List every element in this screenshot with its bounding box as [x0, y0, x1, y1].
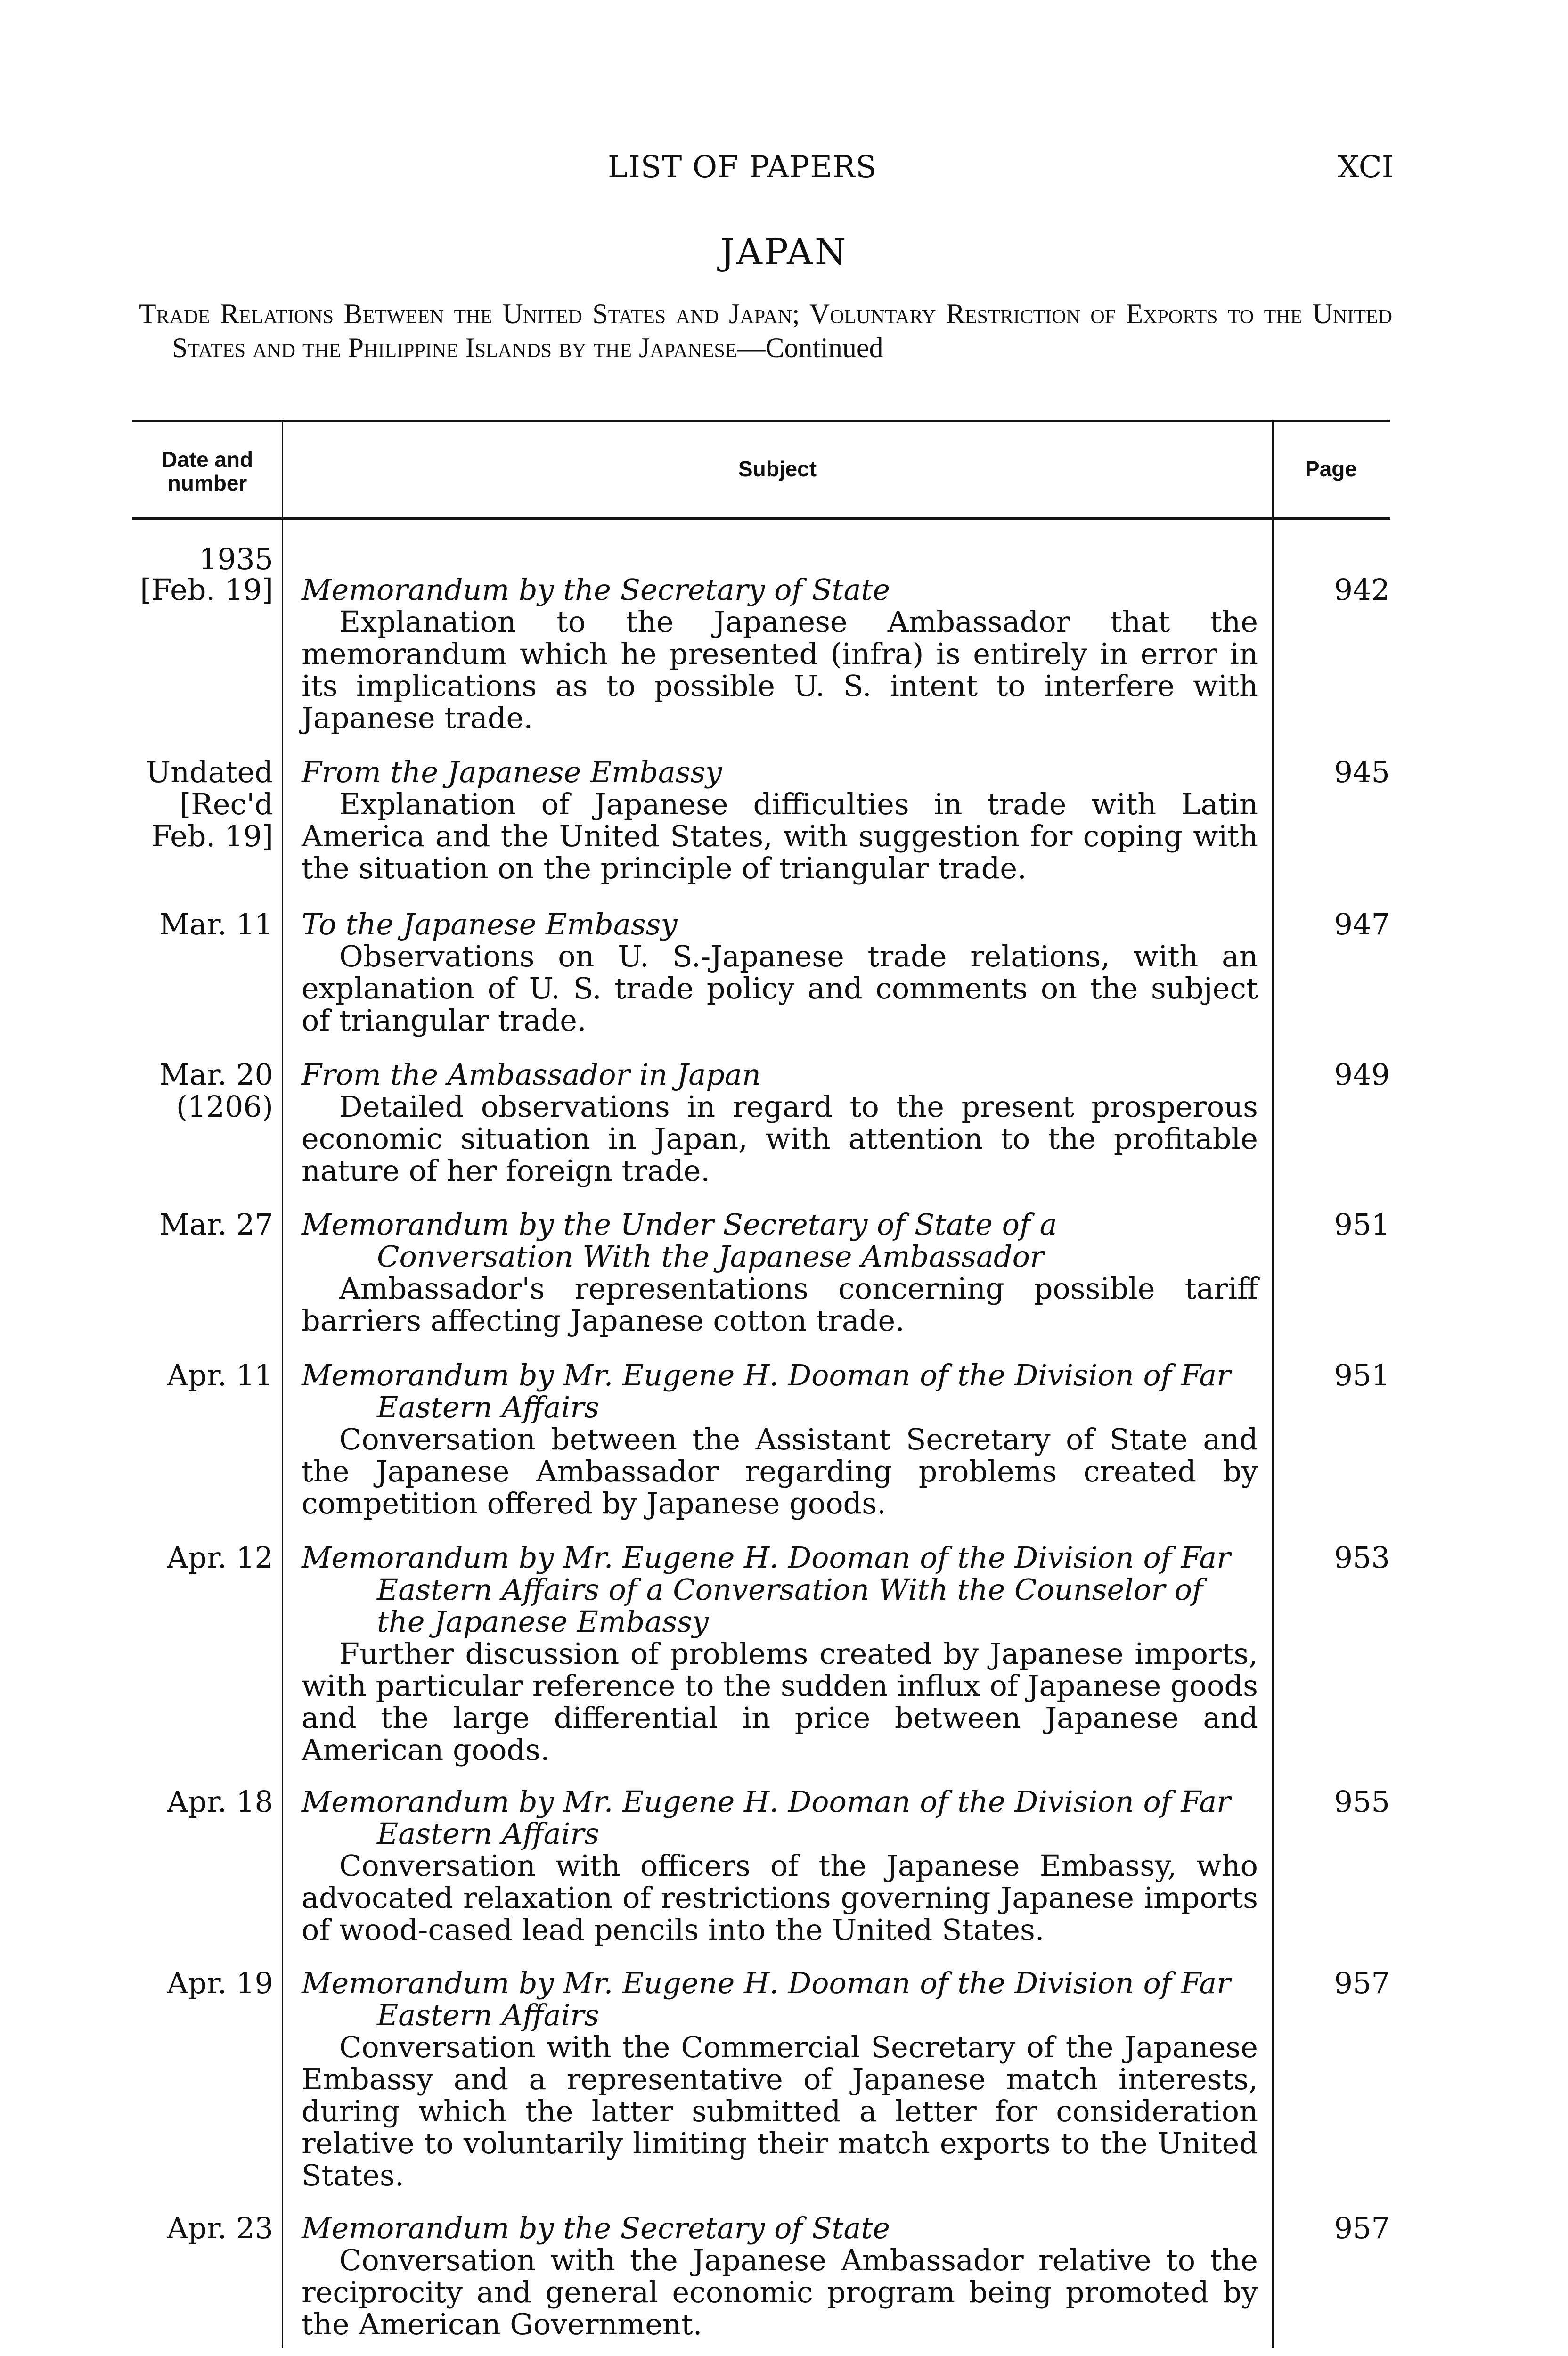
country-heading: JAPAN: [720, 231, 848, 273]
entry-summary: Conversation between the Assistant Secretary of State and the Japanese Ambassador regarding problems created by competition offered by Japanese goods.: [302, 1422, 1258, 1521]
entry-subject: [302, 908, 1258, 1037]
column-header-subject: Subject: [738, 457, 817, 481]
entry-page: 957: [1334, 1966, 1390, 2000]
entry-subject: [302, 1967, 1258, 2192]
entry-title: Memorandum by Mr. Eugene H. Dooman of the Division of Far Eastern Affairs of a Conversation With the Counselor of the Japanese Embassy: [302, 1540, 1231, 1639]
entry-summary: Conversation with the Commercial Secretary of the Japanese Embassy and a representative of Japanese match interests, during which the latter submitted a letter for consideration relative to voluntarily limiting their match exports to the United States.: [302, 2030, 1258, 2192]
table-top-rule: [132, 420, 1390, 422]
entry-title: Memorandum by Mr. Eugene H. Dooman of the Division of Far Eastern Affairs: [302, 1358, 1231, 1424]
entry-date: Apr. 19: [167, 1966, 273, 2000]
entry-title: To the Japanese Embassy: [302, 907, 678, 941]
entry-date: Apr. 18: [167, 1784, 273, 1819]
entry-title: Memorandum by Mr. Eugene H. Dooman of the Division of Far Eastern Affairs: [302, 1966, 1231, 2032]
column-header-date: Date and number: [161, 447, 253, 495]
entry-date: Mar. 27: [159, 1207, 273, 1242]
entry-summary: Detailed observations in regard to the present prosperous economic situation in Japan, with attention to the profitable nature of her foreign trade.: [302, 1089, 1258, 1188]
entry-title: From the Ambassador in Japan: [302, 1057, 761, 1092]
entry-title: Memorandum by Mr. Eugene H. Dooman of the Division of Far Eastern Affairs: [302, 1784, 1231, 1851]
entry-page: 953: [1334, 1540, 1390, 1575]
entry-date: Apr. 11: [167, 1358, 273, 1392]
entry-page: 957: [1334, 2211, 1390, 2245]
entry-summary: Ambassador's representations concerning possible tariff barriers affecting Japanese cotton trade.: [302, 1271, 1258, 1338]
entry-date: Undated [Rec'd Feb. 19]: [146, 755, 273, 853]
entry-page: 951: [1334, 1358, 1390, 1392]
entry-subject: [302, 1209, 1258, 1337]
entry-page: 951: [1334, 1207, 1390, 1242]
table-header-rule: [132, 517, 1390, 520]
section-heading: [139, 297, 1392, 365]
entry-page: 942: [1334, 573, 1390, 607]
entry-title: Memorandum by the Under Secretary of State of a Conversation With the Japanese Ambassador: [302, 1207, 1057, 1274]
entry-summary: Conversation with the Japanese Ambassador relative to the reciprocity and general economic program being promoted by the American Government.: [302, 2243, 1258, 2341]
page-folio: XCI: [1338, 150, 1394, 185]
section-heading-first-word: Trade: [139, 298, 210, 329]
entry-page: 945: [1334, 755, 1390, 789]
entry-subject: [302, 1359, 1258, 1520]
entry-title: Memorandum by the Secretary of State: [302, 2211, 890, 2245]
entry-title: Memorandum by the Secretary of State: [302, 573, 890, 607]
running-head: [0, 150, 1568, 192]
entry-subject: [302, 1059, 1258, 1187]
entry-date: Mar. 20 (1206): [159, 1057, 273, 1124]
entry-date: Apr. 23: [167, 2211, 273, 2245]
entry-summary: Explanation of Japanese difficulties in trade with Latin America and the United States, with suggestion for coping with the situation on the principle of triangular trade.: [302, 787, 1258, 885]
column-header-page: Page: [1305, 457, 1357, 481]
entry-subject: [302, 1786, 1258, 1946]
year-label: 1935: [199, 542, 273, 576]
entry-date: [Feb. 19]: [140, 573, 273, 607]
section-heading-text: Relations Between the United States and Japan; Voluntary Restriction of Exports to the United States and the Philippine Islands by the Japanese: [172, 298, 1393, 363]
entry-page: 947: [1334, 907, 1390, 941]
entry-subject: [302, 574, 1258, 734]
entry-subject: [302, 1542, 1258, 1766]
entry-page: 955: [1334, 1784, 1390, 1819]
entry-date: Mar. 11: [159, 907, 273, 941]
running-title: LIST OF PAPERS: [608, 150, 877, 185]
entry-subject: [302, 2212, 1258, 2340]
entry-page: 949: [1334, 1057, 1390, 1092]
column-divider-left: [282, 420, 283, 2348]
section-heading-suffix: —Continued: [737, 332, 883, 363]
entry-date: Apr. 12: [167, 1540, 273, 1575]
entry-summary: Conversation with officers of the Japanese Embassy, who advocated relaxation of restrictions governing Japanese imports of wood-cased lead pencils into the United States.: [302, 1849, 1258, 1947]
entry-summary: Explanation to the Japanese Ambassador that the memorandum which he presented (infra) is entirely in error in its implications as to possible U. S. intent to interfere with Japanese trade.: [302, 605, 1258, 735]
column-divider-right: [1272, 420, 1274, 2348]
entry-summary: Observations on U. S.-Japanese trade relations, with an explanation of U. S. trade policy and comments on the subject of triangular trade.: [302, 939, 1258, 1038]
entry-title: From the Japanese Embassy: [302, 755, 722, 789]
entry-subject: [302, 756, 1258, 884]
entry-summary: Further discussion of problems created by Japanese imports, with particular reference to the sudden influx of Japanese goods and the large differential in price between Japanese and American goods.: [302, 1636, 1258, 1767]
